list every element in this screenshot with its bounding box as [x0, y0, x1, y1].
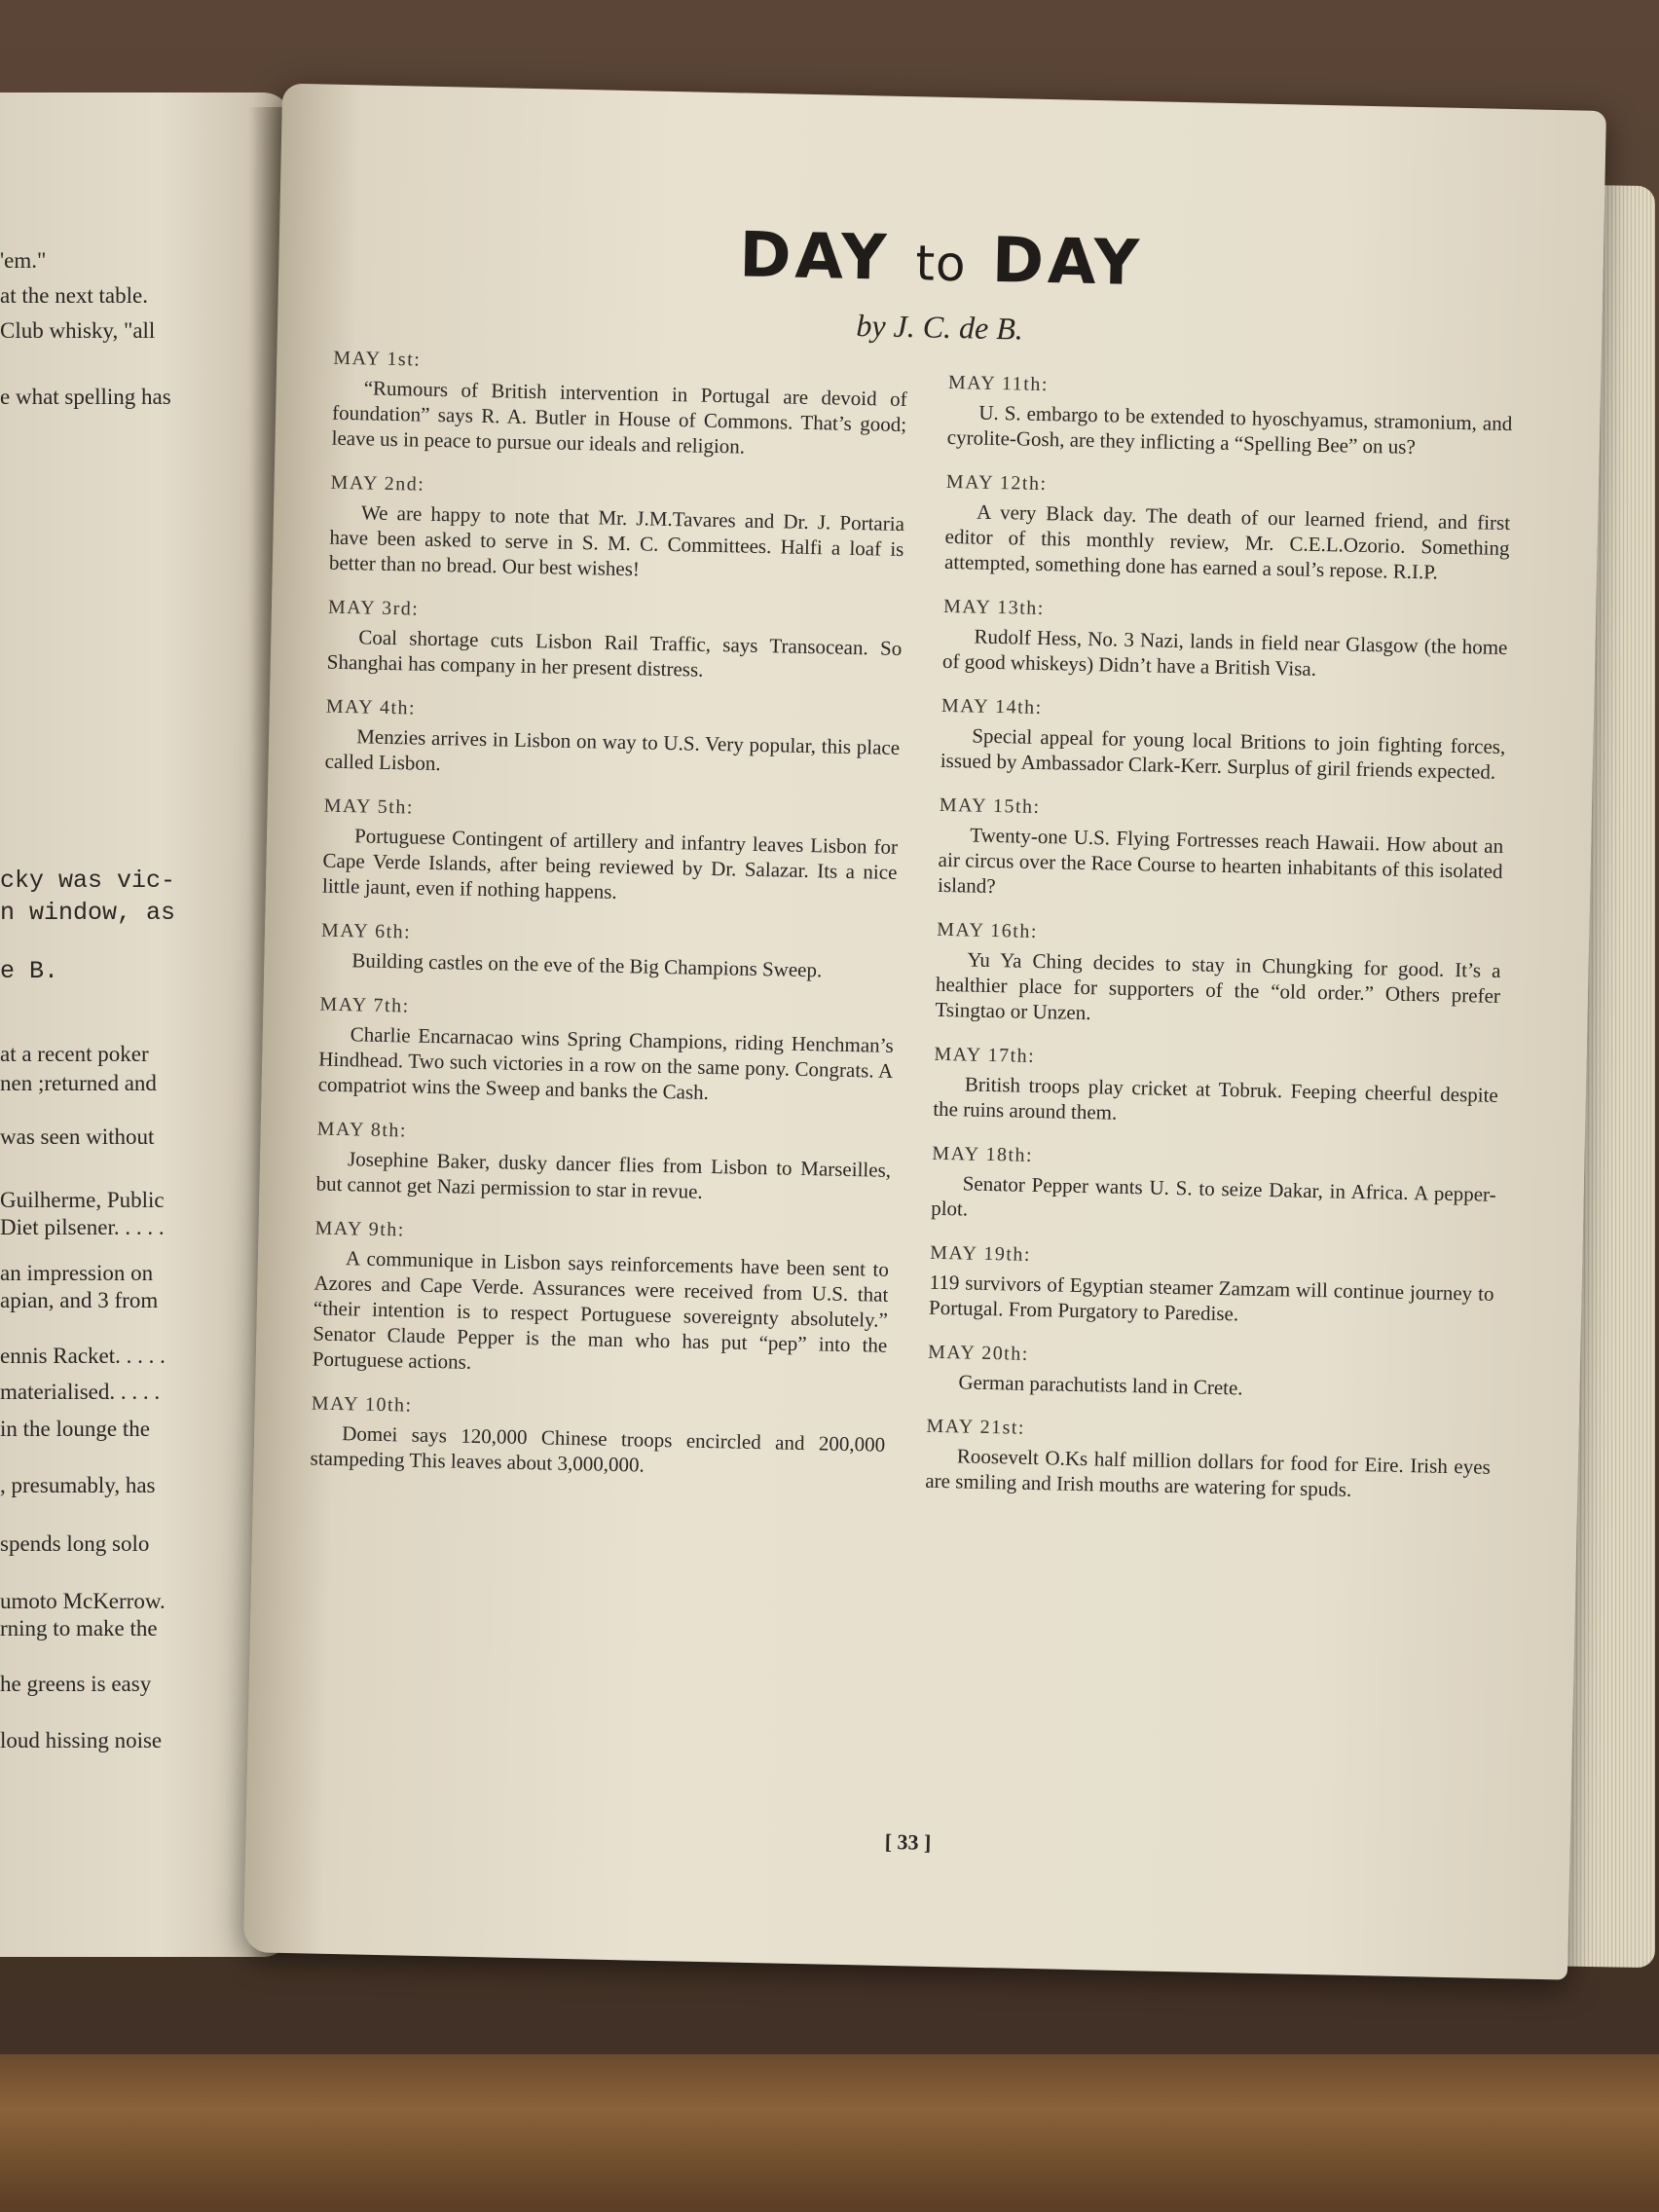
left-page-fragment: Guilherme, Public	[0, 1188, 165, 1212]
entry-date: MAY 17th:	[934, 1043, 1036, 1067]
title-word: DAY	[738, 219, 892, 295]
entry-date: MAY 14th:	[940, 694, 1043, 719]
entry-date: MAY 18th:	[932, 1142, 1034, 1166]
diary-entry	[322, 793, 899, 910]
left-page-fragment: an impression on	[0, 1261, 154, 1285]
byline: by J. C. de B.	[856, 307, 1024, 347]
entry-text: Building castles on the eve of the Big Champions Sweep.	[351, 948, 823, 982]
diary-entry	[324, 694, 901, 786]
diary-entry	[310, 1390, 886, 1482]
left-page-fragment: n window, as	[0, 899, 176, 927]
entry-date: MAY 15th:	[939, 793, 1041, 819]
entry-text: “Rumours of British intervention in Portugal are devoid of foundation” says R. A. Butler in House of Commons. That’s good; leave us in peace to pursue our ideals and religion.	[331, 376, 907, 459]
entry-date: MAY 13th:	[942, 595, 1046, 620]
entry-text: German parachutists land in Crete.	[958, 1370, 1243, 1400]
entry-date: MAY 6th:	[320, 919, 412, 943]
diary-entry	[935, 917, 1501, 1034]
entry-text: Coal shortage cuts Lisbon Rail Traffic, says Transocean. So Shanghai has company in her present distress.	[326, 625, 903, 682]
left-page-fragment: ennis Racket. . . . .	[0, 1344, 166, 1368]
page-title	[278, 210, 1604, 310]
entry-date: MAY 21st:	[926, 1415, 1026, 1439]
entry-text: A communique in Lisbon says reinforcements have been sent to Azores and Cape Verde. Assurances were received from U.S. that “their intention is to respect Portuguese sovereignty absolutely.” Senator Claude Pepper is the man who has put “pep” into the Portuguese actions.	[312, 1246, 890, 1374]
entry-text: A very Black day. The death of our learned friend, and first editor of this monthly review, Mr. C.E.L.Ozorio. Something attempted, something done has earned a soul’s repose. R.I.P.	[943, 499, 1511, 584]
left-page-fragment: in the lounge the	[0, 1417, 150, 1441]
entry-text: 119 survivors of Egyptian steamer Zamzam will continue journey to Portugal. From Purgatory to Paredise.	[928, 1270, 1494, 1326]
diary-entry	[944, 469, 1511, 586]
entry-date: MAY 19th:	[930, 1241, 1032, 1266]
entry-text: Portuguese Contingent of artillery and infantry leaves Lisbon for Cape Verde Islands, after being reviewed by Dr. Salazar. Its a nice little jaunt, even if nothing happens.	[321, 824, 899, 903]
right-column	[925, 370, 1513, 1525]
diary-entry	[931, 1141, 1497, 1233]
entry-text: Rudolf Hess, No. 3 Nazi, lands in field near Glasgow (the home of good whiskeys) Didn’t have a British Visa.	[941, 624, 1508, 681]
entry-text: Yu Ya Ching decides to stay in Chungking for good. It’s a healthier place for supporters of the “old order.” Others prefer Tsingtao or Unzen.	[935, 947, 1501, 1025]
entry-date: MAY 11th:	[947, 371, 1050, 396]
title-word: to	[914, 235, 968, 293]
entry-date: MAY 3rd:	[327, 596, 420, 620]
left-page-fragment: umoto McKerrow.	[0, 1589, 166, 1613]
entry-date: MAY 20th:	[927, 1341, 1030, 1365]
entry-date: MAY 5th:	[323, 794, 415, 819]
left-page-fragment: 'em."	[0, 248, 47, 273]
left-page-fragment: was seen without	[0, 1124, 155, 1149]
diary-entry	[947, 370, 1514, 461]
diary-entry	[929, 1240, 1495, 1332]
diary-entry	[933, 1042, 1499, 1133]
entry-text: Roosevelt O.Ks half million dollars for food for Eire. Irish eyes are smiling and Irish mouths are watering for spuds.	[925, 1444, 1492, 1501]
diary-entry	[317, 992, 894, 1109]
left-page-fragment: he greens is easy	[0, 1672, 152, 1696]
left-page-fragment: at a recent poker	[0, 1042, 149, 1066]
diary-entry	[327, 595, 903, 686]
entry-text: Charlie Encarnacao wins Spring Champions, riding Henchman’s Hindhead. Two such victories in a row on the same pony. Congrats. A compatriot wins the Sweep and banks the Cash.	[317, 1022, 894, 1104]
diary-entry	[313, 1216, 890, 1383]
title-word: DAY	[991, 224, 1144, 301]
diary-entry	[927, 1340, 1493, 1406]
left-page-fragment: Club whisky, "all	[0, 318, 156, 343]
table-edge	[0, 2054, 1659, 2212]
entry-text: U. S. embargo to be extended to hyoschyamus, stramonium, and cyrolite-Gosh, are they inflicting a “Spelling Bee” on us?	[946, 400, 1513, 459]
entry-date: MAY 9th:	[314, 1217, 406, 1241]
entry-date: MAY 10th:	[311, 1392, 413, 1417]
entry-date: MAY 7th:	[319, 993, 410, 1017]
page-number: [ 33 ]	[884, 1828, 932, 1855]
left-page-fragment: e what spelling has	[0, 385, 171, 409]
entry-text: British troops play cricket at Tobruk. Feeping cheerful despite the ruins around them.	[933, 1072, 1499, 1124]
entry-text: Senator Pepper wants U. S. to seize Dakar, in Africa. A pepper-plot.	[930, 1171, 1496, 1221]
left-page-fragment: loud hissing noise	[0, 1728, 163, 1752]
diary-entry	[938, 793, 1504, 909]
entry-text: We are happy to note that Mr. J.M.Tavares and Dr. J. Portaria have been asked to serve in S. M. C. Committees. Halfi a loaf is better than no bread. Our best wishes!	[328, 500, 905, 581]
entry-text: Twenty-one U.S. Flying Fortresses reach Hawaii. How about an air circus over the Race Course to hearten inhabitants of this isolated island?	[937, 823, 1504, 899]
left-page-fragment: rning to make the	[0, 1616, 158, 1641]
left-page-fragment: at the next table.	[0, 283, 148, 308]
entry-date: MAY 1st:	[333, 347, 422, 371]
left-page-fragment: , presumably, has	[0, 1473, 156, 1497]
diary-entry	[329, 470, 905, 587]
entry-date: MAY 4th:	[325, 695, 417, 719]
diary-entry	[925, 1414, 1492, 1505]
entry-text: Josephine Baker, dusky dancer flies from Lisbon to Marseilles, but cannot get Nazi permission to star in revue.	[315, 1147, 892, 1203]
entry-date: MAY 8th:	[316, 1118, 408, 1142]
left-page-fragment: spends long solo	[0, 1531, 150, 1556]
diary-entry	[315, 1117, 892, 1208]
entry-text: Special appeal for young local Britions to join fighting forces, issued by Ambassador Clark-Kerr. Surplus of giril friends expected.	[940, 723, 1506, 784]
diary-entry	[320, 918, 896, 984]
left-page-fragment: Diet pilsener. . . . .	[0, 1215, 165, 1239]
left-page-fragment: e B.	[0, 957, 59, 985]
left-page-fragment: cky was vic-	[0, 866, 176, 895]
left-column	[310, 346, 907, 1502]
left-page-fragment: nen ;returned and	[0, 1071, 157, 1095]
diary-entry	[331, 346, 907, 462]
entry-date: MAY 12th:	[945, 470, 1048, 496]
entry-text: Menzies arrives in Lisbon on way to U.S. Very popular, this place called Lisbon.	[324, 724, 901, 776]
entry-date: MAY 2nd:	[330, 471, 425, 496]
diary-entry	[940, 693, 1507, 785]
entry-date: MAY 16th:	[936, 918, 1039, 942]
entry-text: Domei says 120,000 Chinese troops encircled and 200,000 stampeding This leaves about 3,000,000.	[310, 1421, 886, 1477]
left-page-fragment: apian, and 3 from	[0, 1288, 159, 1312]
left-page-fragment: materialised. . . . .	[0, 1380, 161, 1404]
right-page	[243, 84, 1606, 1980]
diary-entry	[942, 594, 1509, 685]
